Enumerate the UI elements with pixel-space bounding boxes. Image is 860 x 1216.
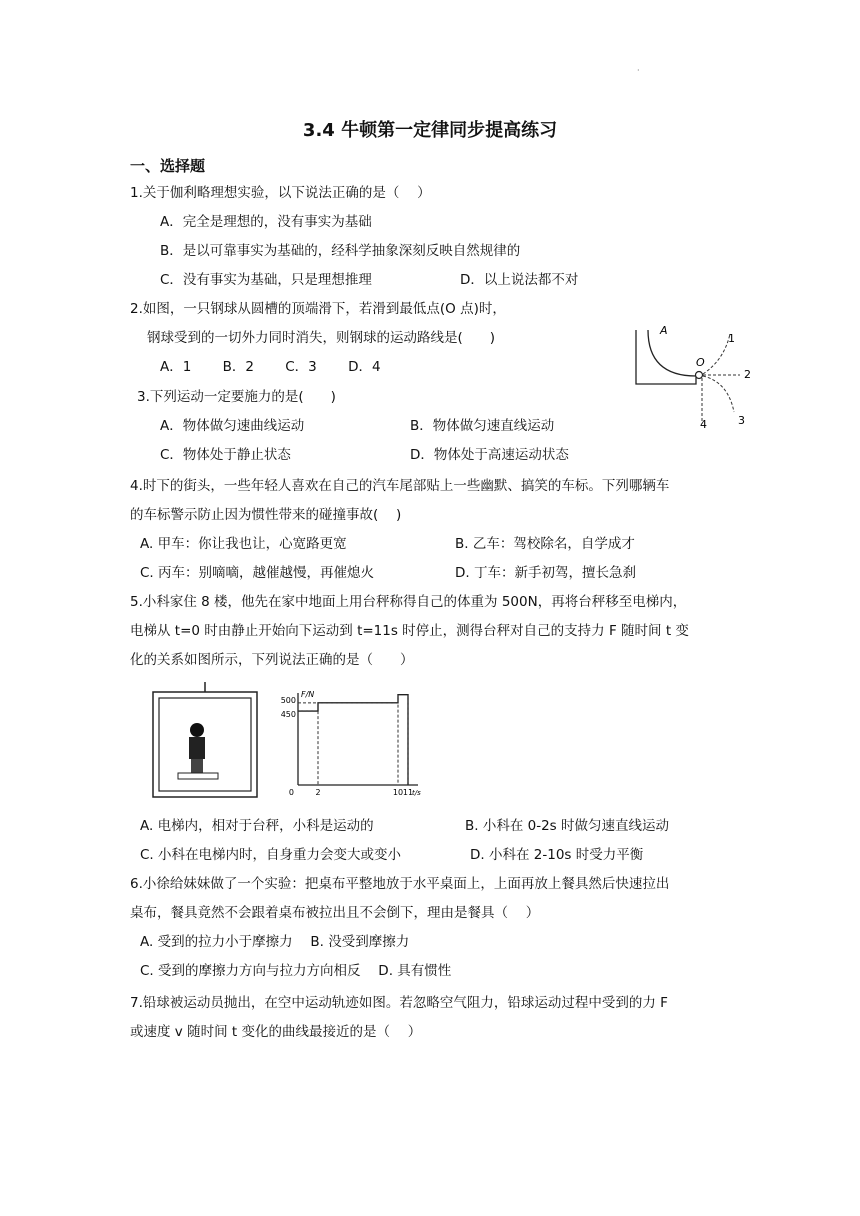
q7-stem-line1: 7.铅球被运动员抛出，在空中运动轨迹如图。若忽略空气阻力，铅球运动过程中受到的力 F bbox=[130, 995, 668, 1011]
y-axis-label: F/N bbox=[301, 690, 315, 699]
q3-option-d: D．物体处于高速运动状态 bbox=[410, 447, 569, 463]
q2-stem-line2: 钢球受到的一切外力同时消失，则钢球的运动路线是( ) bbox=[147, 330, 496, 346]
page-mark: · bbox=[637, 66, 640, 75]
force-time-chart bbox=[278, 685, 428, 805]
q1-option-d: D．以上说法都不对 bbox=[460, 272, 579, 288]
q3-option-c: C．物体处于静止状态 bbox=[160, 447, 291, 463]
q4-stem-line2: 的车标警示防止因为惯性带来的碰撞事故( ) bbox=[130, 507, 402, 523]
x-tick-label-10: 10 bbox=[392, 788, 404, 797]
q6-options-cd: C. 受到的摩擦力方向与拉力方向相反 D. 具有惯性 bbox=[140, 963, 452, 979]
label-3: 3 bbox=[738, 414, 745, 427]
page-title: 3.4 牛顿第一定律同步提高练习 bbox=[302, 120, 558, 141]
label-O: O bbox=[696, 356, 705, 369]
steel-ball bbox=[696, 372, 703, 379]
q1-stem: 1.关于伽利略理想实验，以下说法正确的是（ ） bbox=[130, 185, 431, 201]
q4-option-d: D. 丁车：新手初驾，擅长急刹 bbox=[455, 565, 636, 581]
q4-stem-line1: 4.时下的街头，一些年轻人喜欢在自己的汽车尾部贴上一些幽默、搞笑的车标。下列哪辆车 bbox=[130, 478, 670, 494]
label-1: 1 bbox=[728, 332, 735, 345]
y-tick-label-500: 500 bbox=[280, 695, 296, 705]
series-line bbox=[298, 695, 408, 785]
label-2: 2 bbox=[744, 368, 751, 381]
person-head bbox=[190, 723, 204, 737]
q2-options: A．1 B．2 C．3 D．4 bbox=[160, 359, 381, 375]
x-tick-label-11: 11 bbox=[402, 788, 414, 797]
x-tick-label-2: 2 bbox=[315, 788, 321, 797]
elevator-figure bbox=[150, 680, 265, 800]
q1-option-b: B．是以可靠事实为基础的，经科学抽象深刻反映自然规律的 bbox=[160, 243, 521, 259]
q5-stem-line3: 化的关系如图所示，下列说法正确的是（ ） bbox=[130, 652, 414, 668]
label-A: A bbox=[660, 324, 668, 337]
q5-option-c: C. 小科在电梯内时，自身重力会变大或变小 bbox=[140, 847, 402, 863]
q6-options-ab: A. 受到的拉力小于摩擦力 B. 没受到摩擦力 bbox=[140, 934, 410, 950]
q5-option-d: D. 小科在 2-10s 时受力平衡 bbox=[470, 847, 644, 863]
q6-stem-line1: 6.小徐给妹妹做了一个实验：把桌布平整地放于水平桌面上，上面再放上餐具然后快速拉出 bbox=[130, 876, 670, 892]
path-3 bbox=[703, 376, 734, 412]
q3-stem: 3.下列运动一定要施力的是( ) bbox=[137, 389, 336, 405]
path-1 bbox=[703, 334, 730, 374]
q5-option-a: A. 电梯内，相对于台秤，小科是运动的 bbox=[140, 818, 374, 834]
label-4: 4 bbox=[700, 418, 707, 431]
origin-label: 0 bbox=[288, 788, 294, 797]
q3-option-b: B．物体做匀速直线运动 bbox=[410, 418, 555, 434]
x-axis-label: t/s bbox=[412, 789, 421, 797]
q4-option-b: B. 乙车：驾校除名，自学成才 bbox=[455, 536, 635, 552]
q5-stem-line2: 电梯从 t=0 时由静止开始向下运动到 t=11s 时停止，测得台秤对自己的支持力 F 随时间 t 变 bbox=[130, 623, 689, 639]
person-legs bbox=[191, 759, 203, 773]
q2-figure-groove bbox=[628, 320, 768, 435]
q5-option-b: B. 小科在 0-2s 时做匀速直线运动 bbox=[465, 818, 670, 834]
groove-curve bbox=[648, 330, 696, 376]
q1-option-c: C．没有事实为基础，只是理想推理 bbox=[160, 272, 372, 288]
q7-stem-line2: 或速度 v 随时间 t 变化的曲线最接近的是（ ） bbox=[130, 1024, 422, 1040]
scale bbox=[178, 773, 218, 779]
section-heading: 一、选择题 bbox=[130, 157, 206, 175]
q5-stem-line1: 5.小科家住 8 楼，他先在家中地面上用台秤称得自己的体重为 500N，再将台秤移至电梯内， bbox=[130, 594, 687, 610]
person-body bbox=[189, 737, 205, 759]
y-tick-label-450: 450 bbox=[280, 710, 296, 720]
q4-option-c: C. 丙车：别嘀嘀，越催越慢，再催熄火 bbox=[140, 565, 375, 581]
q3-option-a: A．物体做匀速曲线运动 bbox=[160, 418, 305, 434]
q1-option-a: A．完全是理想的，没有事实为基础 bbox=[160, 214, 372, 230]
q4-option-a: A. 甲车：你让我也让，心宽路更宽 bbox=[140, 536, 347, 552]
q2-stem-line1: 2.如图，一只钢球从圆槽的顶端滑下，若滑到最低点(O 点)时， bbox=[130, 301, 506, 317]
q6-stem-line2: 桌布，餐具竟然不会跟着桌布被拉出且不会倒下，理由是餐具（ ） bbox=[130, 905, 540, 921]
